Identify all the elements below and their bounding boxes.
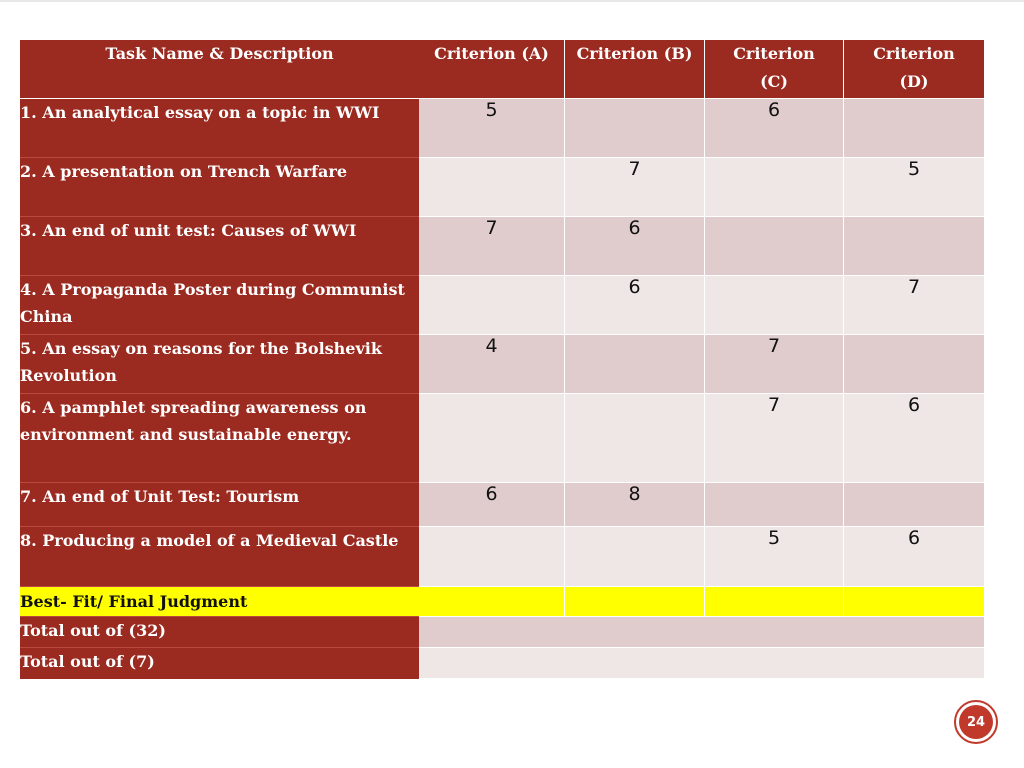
score-d: 6: [844, 527, 984, 587]
best-fit-d: [844, 587, 984, 617]
score-a: 5: [419, 99, 565, 158]
best-fit-b: [565, 587, 705, 617]
top-divider: [0, 0, 1024, 2]
assessment-table: [20, 40, 984, 679]
task-cell: 8. Producing a model of a Medieval Castle: [20, 527, 419, 587]
task-cell: 5. An essay on reasons for the Bolshevik Revolution: [20, 335, 419, 394]
score-c: 5: [705, 527, 844, 587]
score-b: [565, 394, 705, 483]
score-b: 6: [565, 217, 705, 276]
total-32-label: Total out of (32): [20, 617, 419, 648]
header-criterion-d-line1: Criterion: [873, 44, 955, 63]
score-c: [705, 483, 844, 527]
total-7-label: Total out of (7): [20, 648, 419, 679]
best-fit-row: [20, 587, 984, 617]
score-d: [844, 217, 984, 276]
score-b: [565, 99, 705, 158]
header-criterion-a: Criterion (A): [419, 40, 565, 99]
task-cell: 3. An end of unit test: Causes of WWI: [20, 217, 419, 276]
score-b: 8: [565, 483, 705, 527]
total-7-row: [20, 648, 984, 679]
page-number-badge: [954, 700, 998, 744]
score-c: 7: [705, 335, 844, 394]
score-c: 7: [705, 394, 844, 483]
score-c: [705, 276, 844, 335]
score-a: [419, 527, 565, 587]
best-fit-a: [419, 587, 565, 617]
score-a: [419, 276, 565, 335]
table-row: [20, 527, 984, 587]
page-number: 24: [959, 705, 993, 739]
score-a: 4: [419, 335, 565, 394]
score-d: 7: [844, 276, 984, 335]
score-d: [844, 335, 984, 394]
score-c: 6: [705, 99, 844, 158]
score-c: [705, 158, 844, 217]
best-fit-label: Best- Fit/ Final Judgment: [20, 587, 419, 617]
task-cell: 4. A Propaganda Poster during Communist China: [20, 276, 419, 335]
score-a: [419, 158, 565, 217]
table-row: [20, 276, 984, 335]
header-criterion-d: [844, 40, 984, 99]
score-b: 6: [565, 276, 705, 335]
table-row: [20, 99, 984, 158]
score-c: [705, 217, 844, 276]
score-b: 7: [565, 158, 705, 217]
header-criterion-c-line2: (C): [760, 72, 788, 91]
task-cell: 7. An end of Unit Test: Tourism: [20, 483, 419, 527]
score-a: [419, 394, 565, 483]
task-cell: 1. An analytical essay on a topic in WWI: [20, 99, 419, 158]
task-cell: 6. A pamphlet spreading awareness on environment and sustainable energy.: [20, 394, 419, 483]
table-row: [20, 483, 984, 527]
score-a: 7: [419, 217, 565, 276]
score-d: [844, 99, 984, 158]
task-cell: 2. A presentation on Trench Warfare: [20, 158, 419, 217]
total-32-value: [419, 617, 984, 648]
score-d: 5: [844, 158, 984, 217]
table-row: [20, 158, 984, 217]
header-criterion-b: Criterion (B): [565, 40, 705, 99]
table-row: [20, 217, 984, 276]
score-b: [565, 527, 705, 587]
table-row: [20, 394, 984, 483]
score-d: 6: [844, 394, 984, 483]
total-32-row: [20, 617, 984, 648]
header-criterion-d-line2: (D): [899, 72, 929, 91]
table-row: [20, 335, 984, 394]
header-criterion-c-line1: Criterion: [733, 44, 815, 63]
best-fit-c: [705, 587, 844, 617]
header-task: Task Name & Description: [20, 40, 419, 99]
score-d: [844, 483, 984, 527]
score-b: [565, 335, 705, 394]
total-7-value: [419, 648, 984, 679]
header-row: [20, 40, 984, 99]
header-criterion-c: [705, 40, 844, 99]
score-a: 6: [419, 483, 565, 527]
